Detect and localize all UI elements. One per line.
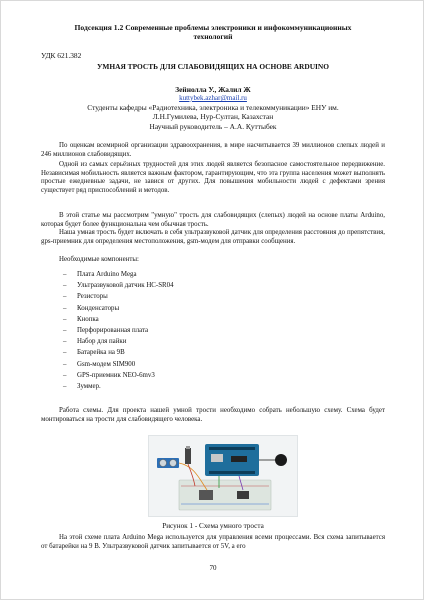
usb-port [211,454,223,462]
dash-marker: – [63,383,67,391]
dash-marker: – [63,327,67,335]
buzzer-icon [275,454,287,466]
dash-marker: – [63,360,67,368]
affiliation-line-1: Студенты кафедры «Радиотехника, электроника и телекоммуникации» ЕНУ им. [87,103,339,112]
paragraph-5: Необходимые компоненты: [59,256,139,263]
list-item [63,303,363,314]
paragraph-4: Наша умная трость будет включать в себя ультразвуковой датчик для определения расстояния до препятствия, gps-приемник для определения местоположения, gsm-модем для отправки сообщения. [41,229,385,245]
dash-marker: – [63,371,67,379]
section-title: Подсекция 1.2 Современные проблемы электроники и инфокоммуникационных технологий [74,23,352,41]
list-item [63,325,363,336]
mcu-chip [231,456,247,462]
paragraph-1: По оценкам всемирной организации здравоохранения, в мире насчитывается 39 миллионов слепых людей и 246 миллионов слабовидящих. [41,142,385,158]
list-item [63,280,363,291]
dash-marker: – [63,271,67,278]
dash-marker: – [63,293,67,301]
list-item [63,314,363,325]
sensor-transducer [170,460,177,467]
breadboard [179,480,271,510]
paragraph-7: На этой схеме плата Arduino Mega используется для управления всеми процессами. Вся схема запитывается от батарейки на 9 В. Ультразвуковой датчик запитывается от 5V, а его [41,534,385,550]
list-item-text: GPS-приемник NEO-6mv3 [77,371,155,379]
gps-module [237,491,249,499]
author-email-link[interactable]: kuttybek.azhar@mail.ru [179,94,247,102]
dash-marker: – [63,304,67,312]
page-number: 70 [209,564,217,572]
list-item [63,381,363,392]
affiliation [21,103,405,131]
list-item [63,359,363,370]
list-item-text: Gsm-модем SIM900 [77,360,136,368]
dash-marker: – [63,338,67,346]
list-item-text: Конденсаторы [77,304,120,312]
sensor-transducer [160,460,167,467]
dash-marker: – [63,282,67,290]
list-item [63,336,363,347]
components-list [63,269,363,392]
gsm-module [199,490,213,500]
battery-terminal [186,446,190,449]
list-item-text: Перфорированная плата [77,327,149,335]
affiliation-line-2: Л.Н.Гумилева, Нур-Султан, Казахстан [152,112,274,122]
list-item-text: Зуммер. [77,383,101,391]
list-item [63,370,363,381]
paragraph-6: Работа схемы. Для проекта нашей умной трости необходимо собрать небольшую схему. Схема будет монтироваться на трости для слабовидящего человека. [41,407,385,423]
list-item-text: Резисторы [77,293,108,301]
paragraph-2: Одной из самых серьёзных трудностей для этих людей является безопасное самостоятельное передвижение. Независимая мобильность является важным фактором, гарантирующим, что эта группа населения может выполнять простые ежедневные задачи, не завися от других. Для повышения мобильности людей с дефектами зрения существует ряд приспособлений и методов. [41,161,385,194]
list-item-text: Плата Arduino Mega [77,271,137,278]
udk-code: УДК 621.382 [41,51,82,60]
list-item-text: Кнопка [77,315,99,323]
arduino-header [209,447,255,450]
list-item [63,347,363,358]
list-item [63,269,363,280]
authors: Зейноллa У., Жалил Ж [175,85,251,94]
circuit-figure [148,435,298,517]
paper-title: УМНАЯ ТРОСТЬ ДЛЯ СЛАБОВИДЯЩИХ НА ОСНОВЕ ARDUINO [96,62,330,71]
dash-marker: – [63,315,67,323]
list-item-text: Ультразвуковой датчик HC-SR04 [77,282,174,290]
circuit-diagram [149,436,297,516]
list-item [63,291,363,302]
battery-9v [185,448,191,464]
dash-marker: – [63,349,67,357]
arduino-header [209,471,255,474]
figure-caption: Рисунок 1 - Схема умного троста [162,522,264,530]
list-item-text: Батарейка на 9В [77,349,125,357]
paragraph-3: В этой статье мы рассмотрим "умную" трость для слабовидящих (слепых) людей на основе платы Arduino, которая будет более функциональна чем обычная трость. [41,212,385,228]
supervisor: Научный руководитель – А.А. Қуттыбек [149,121,277,131]
list-item-text: Набор для пайки [77,338,127,346]
